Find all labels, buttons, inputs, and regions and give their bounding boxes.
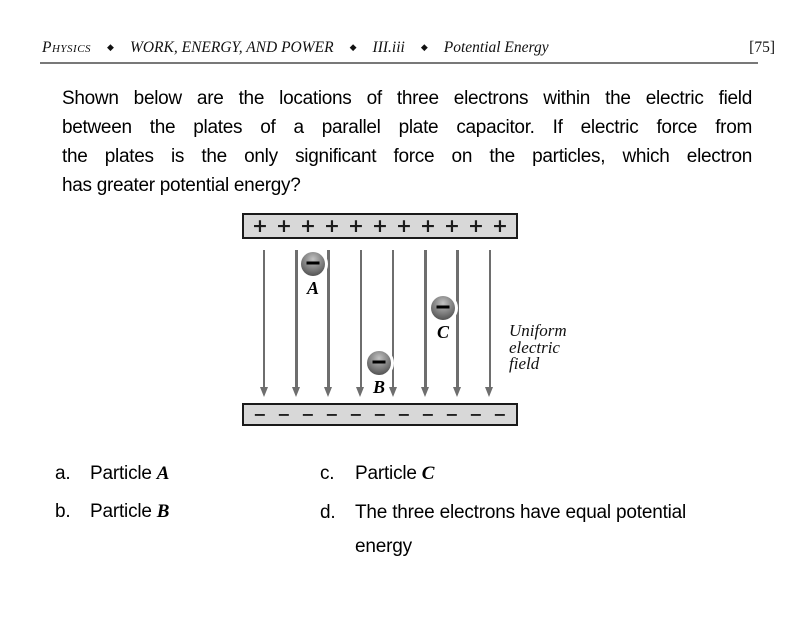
choice-c-particle: C bbox=[421, 463, 435, 484]
choice-d-letter: d. bbox=[320, 502, 336, 523]
field-line bbox=[456, 250, 459, 387]
plus-symbol: + bbox=[492, 214, 508, 237]
minus-symbol: − bbox=[493, 404, 507, 424]
minus-symbol: − bbox=[421, 404, 435, 424]
header-section: III.iii bbox=[372, 39, 405, 56]
minus-symbol: − bbox=[349, 404, 363, 424]
choice-d bbox=[320, 496, 686, 564]
arrow-down-icon bbox=[453, 387, 461, 397]
choice-b-letter: b. bbox=[55, 501, 71, 522]
plus-symbol: + bbox=[372, 214, 388, 237]
question-line: the plates is the only significant force on the particles, which electron bbox=[62, 146, 752, 167]
diamond-separator-icon: ◆ bbox=[107, 42, 114, 52]
negative-plate bbox=[242, 403, 518, 426]
electron-A bbox=[301, 252, 325, 276]
choice-a-particle: A bbox=[156, 463, 170, 484]
field-line bbox=[424, 250, 427, 387]
minus-symbol: − bbox=[325, 404, 339, 424]
choice-b-text: Particle B bbox=[90, 501, 170, 522]
choice-b-particle: B bbox=[156, 501, 170, 522]
header-unit: WORK, ENERGY, AND POWER bbox=[129, 39, 334, 56]
minus-icon bbox=[373, 360, 386, 363]
arrow-down-icon bbox=[292, 387, 300, 397]
diamond-separator-icon: ◆ bbox=[349, 42, 357, 52]
minus-icon bbox=[437, 305, 450, 308]
minus-icon bbox=[307, 261, 320, 264]
field-line bbox=[263, 250, 266, 387]
header-topic: Potential Energy bbox=[443, 39, 549, 56]
arrow-down-icon bbox=[260, 387, 268, 397]
choice-a-letter: a. bbox=[55, 463, 71, 484]
plus-symbol: + bbox=[300, 214, 316, 237]
field-label-line: field bbox=[509, 354, 540, 373]
choice-d-text: The three electrons have equal potential energy bbox=[355, 502, 687, 557]
choice-b bbox=[55, 501, 169, 523]
choice-a bbox=[55, 463, 169, 485]
field-line bbox=[392, 250, 395, 387]
plus-symbol: + bbox=[252, 214, 268, 237]
plus-symbol: + bbox=[444, 214, 460, 237]
header-course: Physics bbox=[42, 39, 92, 56]
minus-symbol: − bbox=[445, 404, 459, 424]
arrow-down-icon bbox=[356, 387, 364, 397]
minus-symbol: − bbox=[277, 404, 291, 424]
field-label-line: Uniform bbox=[509, 321, 567, 340]
question-line: has greater potential energy? bbox=[62, 175, 301, 196]
question-line: Shown below are the locations of three electrons within the electric field bbox=[62, 88, 752, 109]
arrow-down-icon bbox=[485, 387, 493, 397]
electron-label-C: C bbox=[436, 322, 449, 342]
choice-c bbox=[320, 463, 434, 485]
question-line: between the plates of a parallel plate capacitor. If electric force from bbox=[62, 117, 752, 138]
field-line bbox=[489, 250, 492, 387]
field-line bbox=[327, 250, 330, 387]
page-header bbox=[42, 39, 775, 61]
arrow-down-icon bbox=[421, 387, 429, 397]
diamond-separator-icon: ◆ bbox=[420, 42, 428, 52]
minus-symbol: − bbox=[301, 404, 315, 424]
electron-B bbox=[367, 351, 391, 375]
plus-symbol: + bbox=[420, 214, 436, 237]
choice-a-text: Particle A bbox=[90, 463, 170, 484]
header-rule bbox=[40, 62, 758, 64]
minus-symbol: − bbox=[373, 404, 387, 424]
minus-symbol: − bbox=[469, 404, 483, 424]
page-number: [75] bbox=[749, 39, 775, 56]
plus-symbol: + bbox=[468, 214, 484, 237]
minus-symbol: − bbox=[397, 404, 411, 424]
plus-symbol: + bbox=[348, 214, 364, 237]
plus-symbol: + bbox=[324, 214, 340, 237]
field-line bbox=[360, 250, 363, 387]
electron-label-B: B bbox=[372, 377, 385, 397]
question-text bbox=[62, 84, 752, 200]
electron-label-A: A bbox=[306, 278, 319, 298]
plus-symbol: + bbox=[396, 214, 412, 237]
choice-c-text: Particle C bbox=[355, 463, 435, 484]
choice-c-letter: c. bbox=[320, 463, 335, 484]
plus-symbol: + bbox=[276, 214, 292, 237]
field-label bbox=[509, 323, 567, 373]
minus-symbol: − bbox=[253, 404, 267, 424]
positive-plate bbox=[242, 213, 518, 239]
electron-C bbox=[431, 296, 455, 320]
field-label-line: electric bbox=[509, 337, 560, 357]
arrow-down-icon bbox=[324, 387, 332, 397]
field-line bbox=[295, 250, 298, 387]
